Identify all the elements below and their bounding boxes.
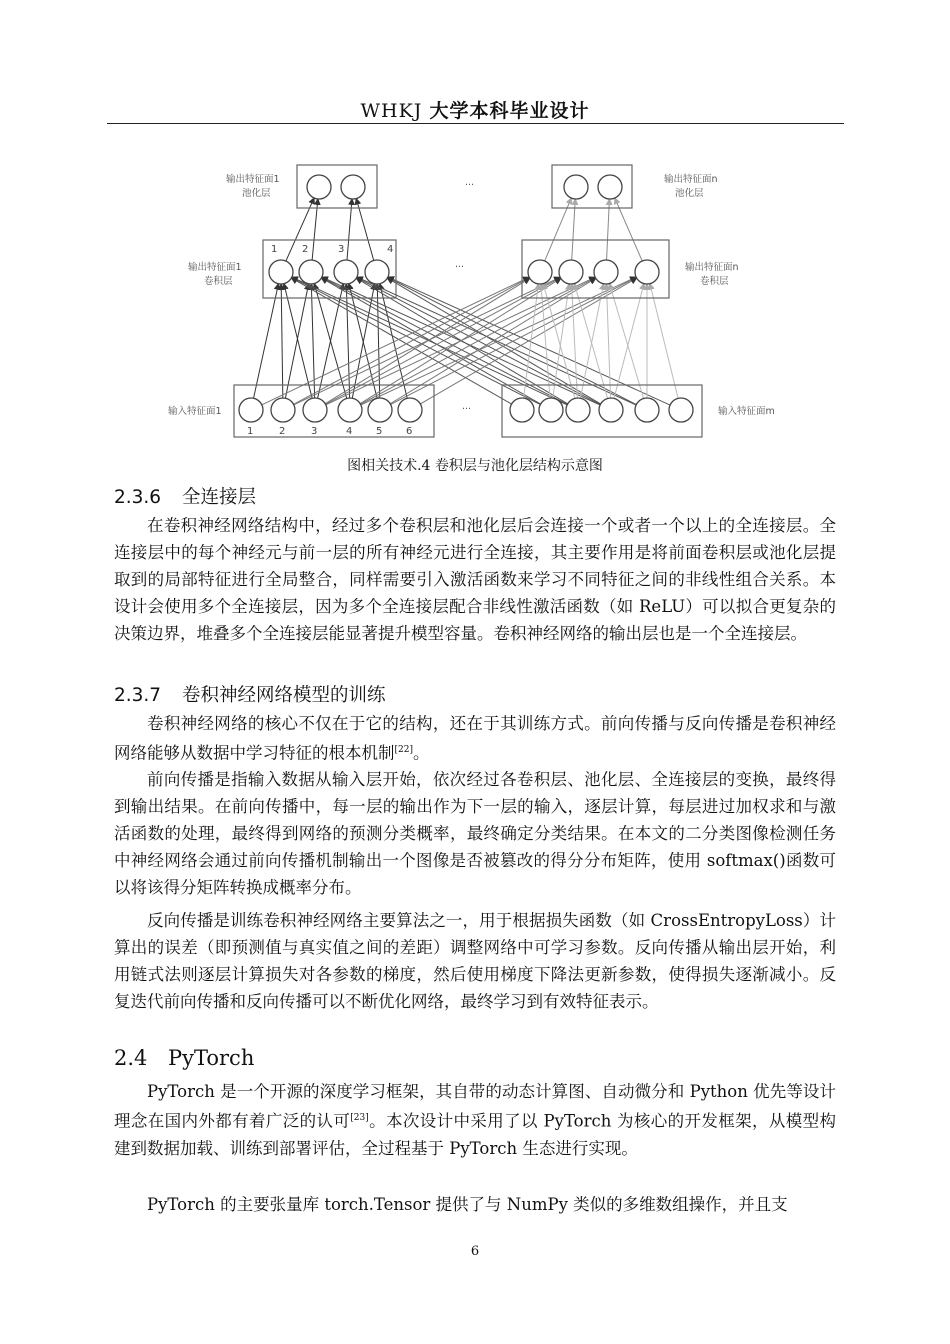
figure-caption: 图相关技术.4 卷积层与池化层结构示意图: [347, 458, 603, 474]
input-node-numbers: [247, 426, 412, 437]
conv-number: 3: [338, 244, 345, 255]
input-number: 1: [247, 426, 254, 437]
input-node: [368, 398, 392, 422]
header-title: 大学本科毕业设计: [429, 100, 590, 122]
connection-line: [650, 284, 678, 399]
paragraph-forward-propagation: 前向传播是指输入数据从输入层开始，依次经过各卷积层、池化层、全连接层的变换，最终得到输出结果。在前向传播中，每一层的输出作为下一层的输入，逐层计算，每层进过加权求和与激活函数的处理，最终得到网络的预测分类概率，最终确定分类结果。在本文的二分类图像检测任务中神经网络会通过前向传播机制输出一个图像是否被篡改的得分分布矩阵，使用 softmax()函数可以将该得分矩阵转换成概率分布。: [114, 770, 836, 897]
cnn-structure-figure: [160, 160, 800, 450]
input-ellipsis: ···: [462, 404, 472, 415]
conv-node: [334, 260, 358, 284]
section-heading-2-3-7: [114, 681, 386, 707]
section-heading-2-4: [114, 1046, 254, 1070]
input-node: [239, 398, 263, 422]
input-node: [510, 398, 534, 422]
pool-node: [564, 175, 588, 199]
citation-22: [22]: [394, 745, 413, 755]
conv-node: [269, 260, 293, 284]
paragraph-training-intro: [114, 710, 836, 767]
conv-right-label-2: 卷积层: [700, 276, 729, 287]
pool-right-label-1: 输出特征面n: [664, 174, 718, 185]
input-number: 6: [406, 426, 413, 437]
pool-node: [598, 175, 622, 199]
section-heading-2-3-6: [114, 483, 256, 509]
conv-left-label-1: 输出特征面1: [188, 262, 242, 273]
paragraph-backpropagation: 反向传播是训练卷积神经网络主要算法之一，用于根据损失函数（如 CrossEntropyLoss）计算出的误差（即预测值与真实值之间的差距）调整网络中可学习参数。反向传播从输出层开始，利用链式法则逐层计算损失对各参数的梯度，然后使用梯度下降法更新参数，使得损失逐渐减小。反复迭代前向传播和反向传播可以不断优化网络，最终学习到有效特征表示。: [114, 911, 836, 1011]
connection-line: [609, 284, 643, 399]
conv-node: [528, 260, 552, 284]
connection-line: [614, 284, 644, 399]
conv-number: 2: [302, 244, 309, 255]
connection-line: [352, 284, 374, 398]
conv-node: [299, 260, 323, 284]
pool-right-label-2: 池化层: [675, 188, 704, 199]
paragraph-pytorch-tensor: PyTorch 的主要张量库 torch.Tensor 提供了与 NumPy 类似的多维数组操作，并且支: [147, 1195, 788, 1214]
input-node: [669, 398, 693, 422]
conv-node: [635, 260, 659, 284]
input-left-label: 输入特征面1: [168, 406, 222, 417]
header-prefix: WHKJ: [360, 100, 423, 122]
section-title: PyTorch: [168, 1046, 255, 1070]
connection-line: [281, 284, 283, 398]
paragraph-text: 卷积神经网络的核心不仅在于它的结构，还在于其训练方式。前向传播与反向传播是卷积神经网络能够从数据中学习特征的根本机制: [114, 714, 836, 763]
pool-node: [341, 175, 365, 199]
input-node: [271, 398, 295, 422]
connection-lines: [254, 198, 679, 405]
pool-left-label-1: 输出特征面1: [226, 174, 280, 185]
conv-right-label-1: 输出特征面n: [685, 262, 739, 273]
input-number: 5: [376, 426, 383, 437]
conv-node: [559, 260, 583, 284]
paragraph-text: PyTorch 是一个开源的深度学习框架，其自带的动态计算图、自动微分和 Python 优先等设计理念在国内外都有着广泛的认可: [114, 1082, 836, 1131]
conv-left-label-2: 卷积层: [204, 276, 233, 287]
input-node: [635, 398, 659, 422]
header-rule: [107, 123, 844, 124]
paragraph-text-cont: 。本次设计中采用了以 PyTorch 为核心的开发框架，从模型构建到数据加载、训练到部署评估，全过程基于 PyTorch 生态进行实现。: [114, 1111, 837, 1158]
conv-ellipsis: ···: [455, 262, 465, 273]
paragraph-fully-connected: 在卷积神经网络结构中，经过多个卷积层和池化层后会连接一个或者一个以上的全连接层。全连接层中的每个神经元与前一层的所有神经元进行全连接，其主要作用是将前面卷积层或池化层提取到的局部特征进行全局整合，同样需要引入激活函数来学习不同特征之间的非线性组合关系。本设计会使用多个全连接层，因为多个全连接层配合非线性激活函数（如 ReLU）可以拟合更复杂的决策边界，堆叠多个全连接层能显著提升模型容量。卷积神经网络的输出层也是一个全连接层。: [114, 516, 836, 643]
conv-number: 4: [387, 244, 394, 255]
input-number: 4: [346, 426, 353, 437]
connection-line: [285, 284, 308, 398]
section-number: 2.4: [114, 1046, 148, 1070]
input-node: [303, 398, 327, 422]
input-node: [539, 398, 563, 422]
section-title: 卷积神经网络模型的训练: [182, 685, 386, 706]
connection-line: [606, 284, 610, 398]
paragraph-end: 。: [412, 743, 430, 763]
connection-line: [524, 284, 539, 398]
pool-node: [307, 175, 331, 199]
connection-line: [572, 284, 578, 398]
conv-node: [594, 260, 618, 284]
pool-ellipsis: ···: [465, 180, 475, 191]
pool-left-label-2: 池化层: [242, 188, 271, 199]
input-node: [566, 398, 590, 422]
input-node: [338, 398, 362, 422]
connection-line: [346, 284, 349, 398]
page-number: 6: [470, 1244, 480, 1259]
conv-number: 1: [271, 244, 278, 255]
section-number: 2.3.7: [114, 685, 162, 706]
input-right-label: 输入特征面m: [718, 406, 775, 417]
paragraph-pytorch-intro: [114, 1078, 836, 1162]
input-number: 2: [279, 426, 286, 437]
section-title: 全连接层: [182, 487, 257, 508]
section-number: 2.3.6: [114, 487, 162, 508]
connection-line: [254, 284, 279, 399]
connection-line: [377, 284, 379, 398]
citation-23: [23]: [350, 1113, 369, 1123]
input-number: 3: [311, 426, 318, 437]
page-header: [0, 96, 950, 123]
connection-line: [284, 284, 312, 399]
conv-node: [365, 260, 389, 284]
input-node: [599, 398, 623, 422]
input-node: [398, 398, 422, 422]
